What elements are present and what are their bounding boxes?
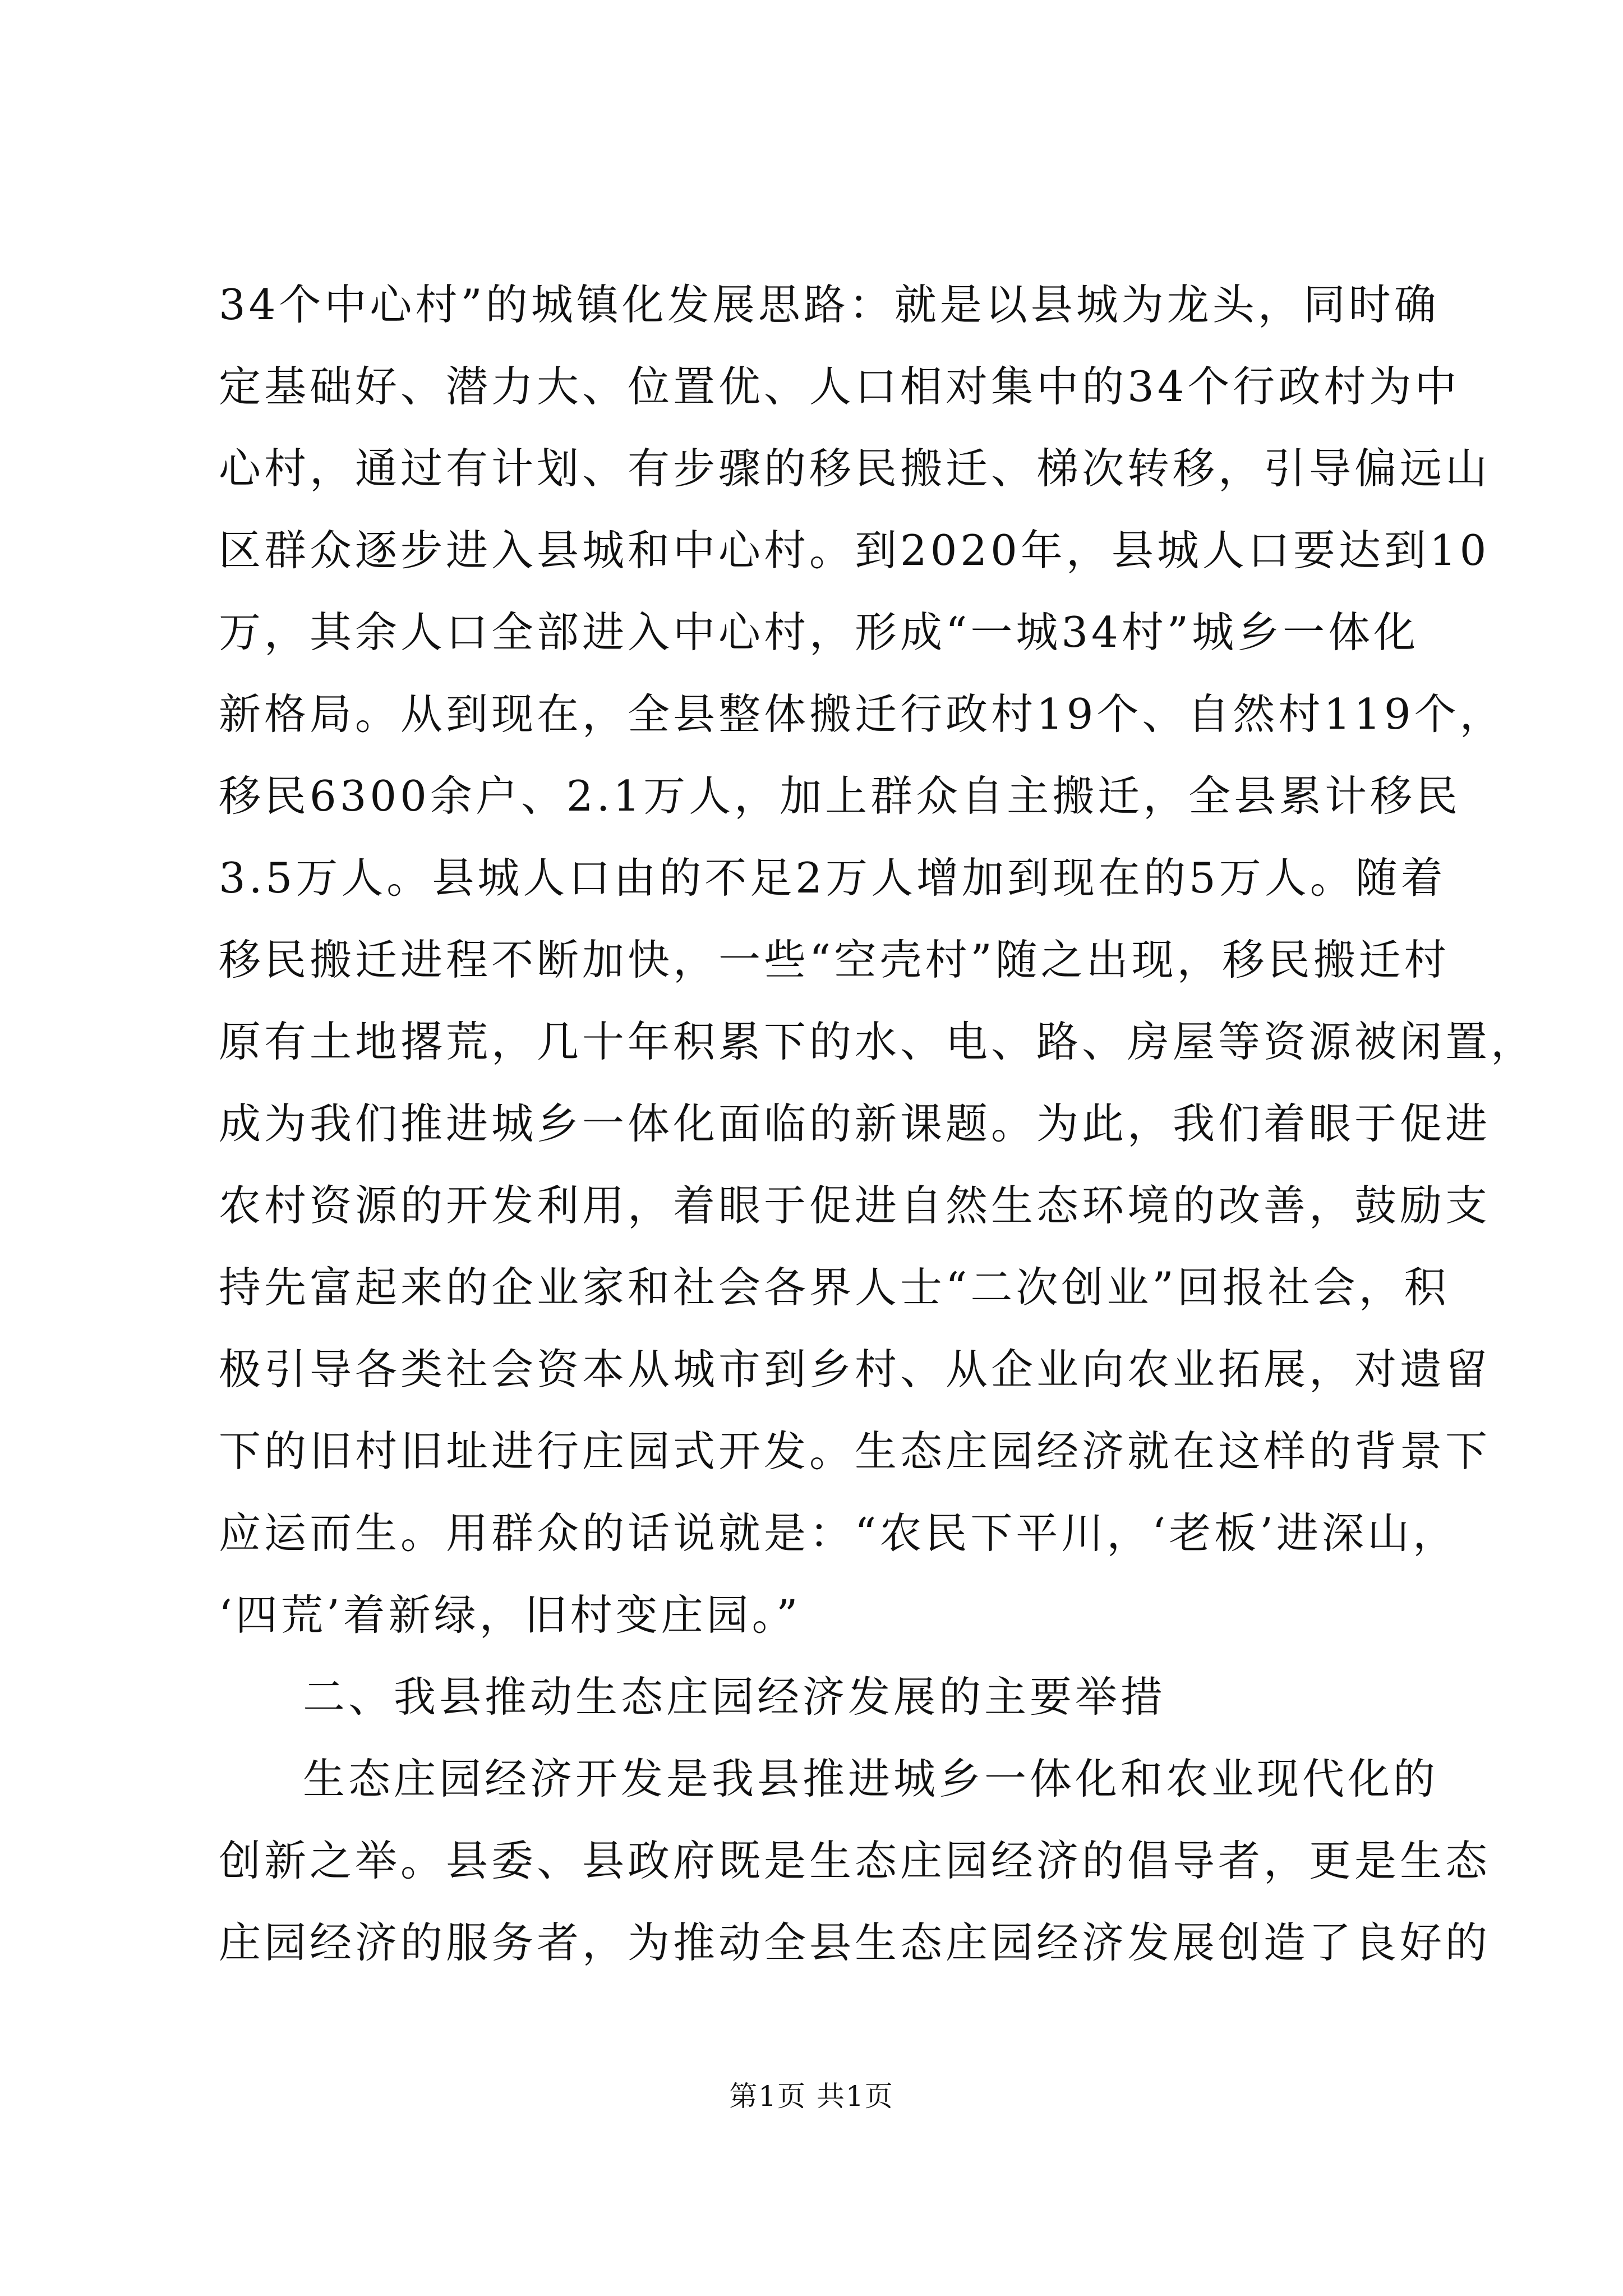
body-line: 原有土地撂荒，几十年积累下的水、电、路、房屋等资源被闲置， (219, 1017, 1537, 1066)
body-line: 定基础好、潜力大、位置优、人口相对集中的34个行政村为中 (219, 362, 1460, 411)
body-line: 极引导各类社会资本从城市到乡村、从企业向农业拓展，对遗留 (219, 1345, 1491, 1394)
body-line: 农村资源的开发利用，着眼于促进自然生态环境的改善，鼓励支 (219, 1181, 1491, 1230)
document-body (219, 264, 1537, 1984)
body-line: 下的旧村旧址进行庄园式开发。生态庄园经济就在这样的背景下 (219, 1427, 1491, 1476)
body-line: 移民6300余户、2.1万人，加上群众自主搬迁，全县累计移民 (219, 771, 1461, 821)
body-line: 生态庄园经济开发是我县推进城乡一体化和农业现代化的 (303, 1754, 1439, 1803)
body-line: 成为我们推进城乡一体化面临的新课题。为此，我们着眼于促进 (219, 1099, 1491, 1148)
body-line: 应运而生。用群众的话说就是：“农民下平川，‘老板’进深山， (219, 1508, 1459, 1558)
body-line: 创新之举。县委、县政府既是生态庄园经济的倡导者，更是生态 (219, 1836, 1491, 1885)
body-line: 万，其余人口全部进入中心村，形成“一城34村”城乡一体化 (219, 608, 1419, 657)
body-line: 移民搬迁进程不断加快，一些“空壳村”随之出现，移民搬迁村 (219, 935, 1450, 984)
body-line: 区群众逐步进入县城和中心村。到2020年，县城人口要达到10 (219, 526, 1490, 575)
body-line: 34个中心村”的城镇化发展思路：就是以县城为龙头，同时确 (219, 280, 1440, 329)
page-number-footer: 第1页 共1页 (729, 2080, 894, 2113)
body-line: 持先富起来的企业家和社会各界人士“二次创业”回报社会，积 (219, 1263, 1450, 1312)
body-line: 心村，通过有计划、有步骤的移民搬迁、梯次转移，引导偏远山 (219, 444, 1491, 493)
body-line: ‘四荒’着新绿，旧村变庄园。” (219, 1590, 801, 1640)
body-line: 新格局。从到现在，全县整体搬迁行政村19个、自然村119个， (219, 689, 1505, 739)
section-heading: 二、我县推动生态庄园经济发展的主要举措 (303, 1672, 1166, 1722)
body-line: 3.5万人。县城人口由的不足2万人增加到现在的5万人。随着 (219, 853, 1446, 903)
body-line: 庄园经济的服务者，为推动全县生态庄园经济发展创造了良好的 (219, 1918, 1491, 1967)
